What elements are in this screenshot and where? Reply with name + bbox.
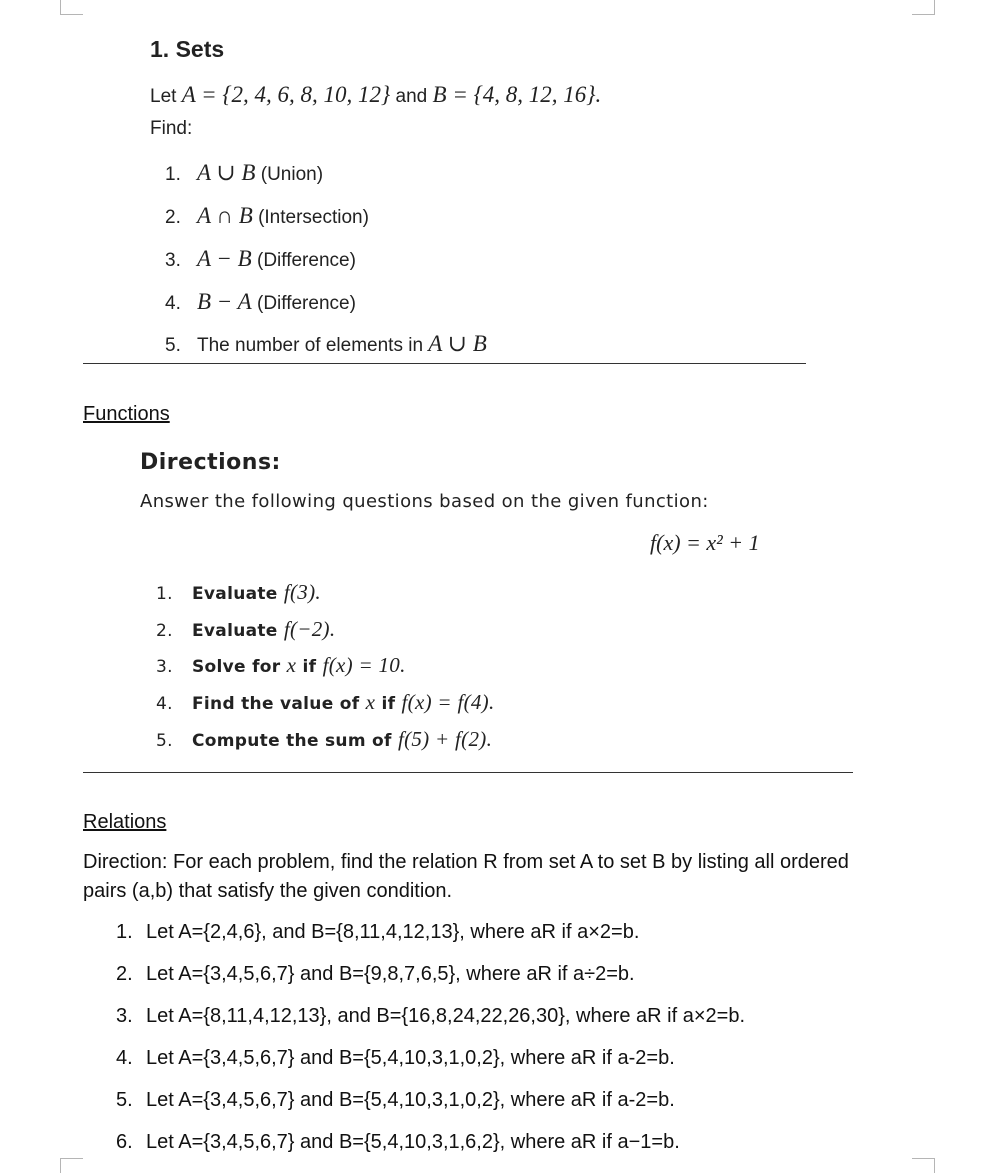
set-b-definition: B = {4, 8, 12, 16}. (432, 82, 602, 107)
set-a-definition: A = {2, 4, 6, 8, 10, 12} (181, 82, 391, 107)
list-item: 2. Let A={3,4,5,6,7} and B={9,8,7,6,5}, where aR if a÷2=b. (116, 963, 635, 985)
sets-intro (150, 82, 601, 108)
page-corner-mark (60, 0, 83, 15)
list-item: 2. Evaluate f(−2). (156, 617, 336, 641)
list-item: 1. Evaluate f(3). (156, 580, 321, 604)
list-item: 3. Solve for x if f(x) = 10. (156, 653, 406, 677)
list-item: 5. The number of elements in A ∪ B (165, 331, 487, 356)
relations-heading: Relations (83, 811, 167, 833)
sets-find-label: Find: (150, 118, 193, 139)
page-corner-mark (912, 0, 935, 15)
directions-title: Directions: (140, 450, 281, 475)
list-item: 2. A ∩ B (Intersection) (165, 203, 369, 228)
list-item: 4. Let A={3,4,5,6,7} and B={5,4,10,3,1,0,2}, where aR if a-2=b. (116, 1047, 675, 1069)
relations-direction: Direction: For each problem, find the relation R from set A to set B by listing all ordered pairs (a,b) that satisfy the given condition. (83, 851, 849, 902)
list-item: 4. Find the value of x if f(x) = f(4). (156, 690, 495, 714)
section-divider (83, 772, 853, 773)
page-corner-mark (60, 1158, 83, 1173)
list-item: 4. B − A (Difference) (165, 289, 356, 314)
sets-title: 1. Sets (150, 36, 225, 62)
list-item: 1. Let A={2,4,6}, and B={8,11,4,12,13}, where aR if a×2=b. (116, 921, 640, 943)
section-divider (83, 363, 806, 364)
list-item: 6. Let A={3,4,5,6,7} and B={5,4,10,3,1,6,2}, where aR if a−1=b. (116, 1131, 680, 1153)
function-formula: f(x) = x² + 1 (650, 530, 760, 555)
list-item: 5. Let A={3,4,5,6,7} and B={5,4,10,3,1,0,2}, where aR if a-2=b. (116, 1089, 675, 1111)
list-item: 3. A − B (Difference) (165, 246, 356, 271)
intro-let: Let (150, 86, 177, 107)
intro-and: and (395, 86, 428, 107)
functions-heading: Functions (83, 403, 170, 425)
list-item: 3. Let A={8,11,4,12,13}, and B={16,8,24,22,26,30}, where aR if a×2=b. (116, 1005, 746, 1027)
page-corner-mark (912, 1158, 935, 1173)
list-item: 5. Compute the sum of f(5) + f(2). (156, 727, 493, 751)
directions-text: Answer the following questions based on the given function: (140, 491, 709, 512)
list-item: 1. A ∪ B (Union) (165, 160, 324, 185)
